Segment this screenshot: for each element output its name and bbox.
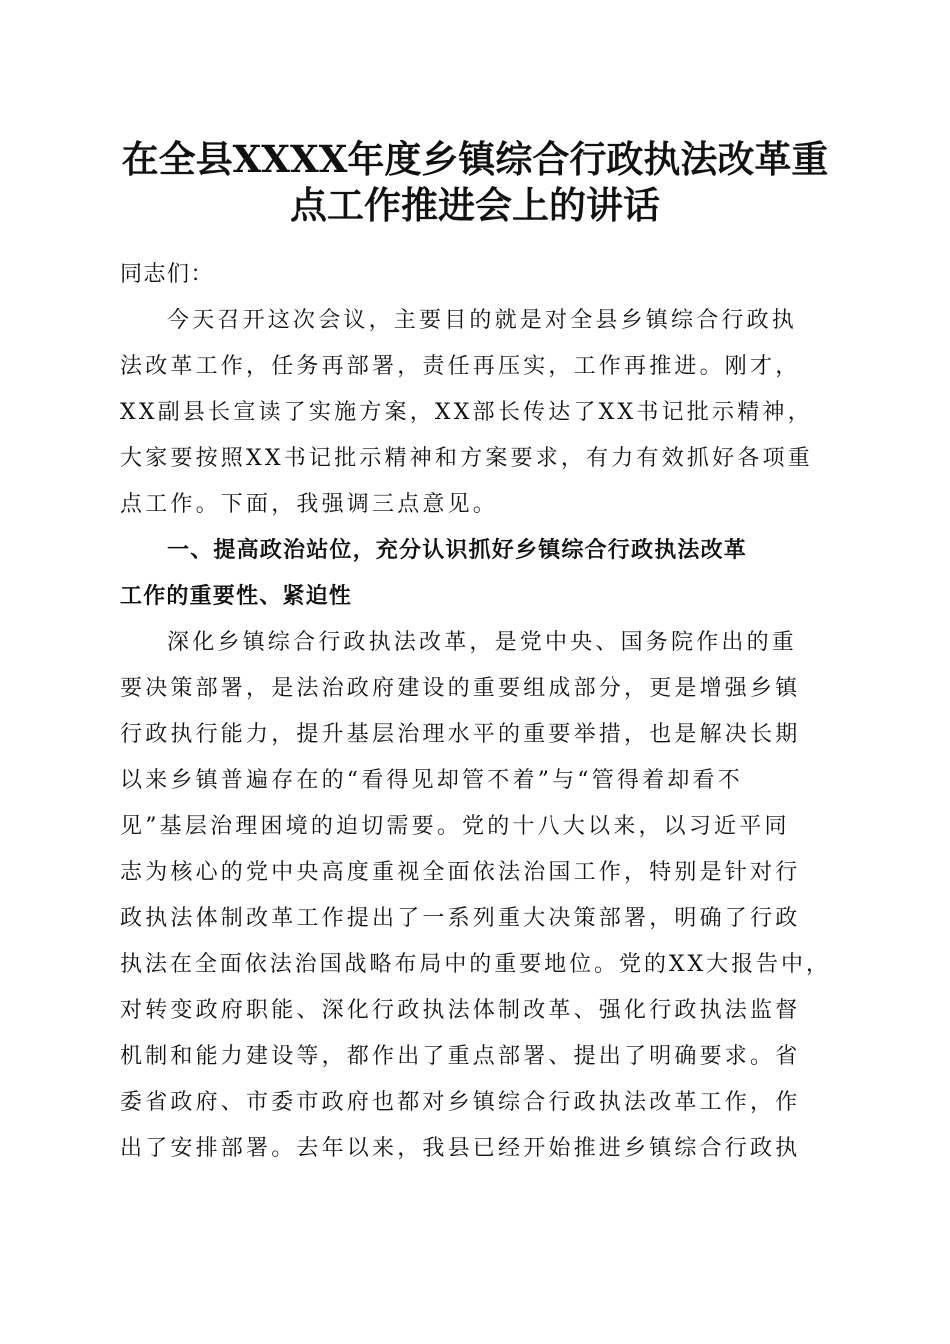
text-line: 委省政府、市委市政府也都对乡镇综合行政执法改革工作，作 [120, 1090, 801, 1115]
text-line: 执法在全面依法治国战略布局中的重要地位。党的XX大报告中， [120, 952, 831, 977]
text-line: 见”基层治理困境的迫切需要。党的十八大以来，以习近平同 [120, 814, 790, 839]
text-line: 以来乡镇普遍存在的“看得见却管不着”与“管得着却看不 [120, 768, 743, 793]
text-line: 志为核心的党中央高度重视全面依法治国工作，特别是针对行 [120, 860, 801, 885]
document-body [120, 252, 834, 1172]
text-line: 法改革工作，任务再部署，责任再压实，工作再推进。刚才， [120, 354, 801, 379]
section-heading-1 [120, 528, 834, 620]
text-line: 出了安排部署。去年以来，我县已经开始推进乡镇综合行政执 [120, 1136, 801, 1161]
text-line: 大家要按照XX书记批示精神和方案要求，有力有效抓好各项重 [120, 446, 813, 471]
paragraph-opening [120, 298, 834, 528]
text-line: 深化乡镇综合行政执法改革，是党中央、国务院作出的重 [167, 630, 798, 655]
heading-line: 工作的重要性、紧迫性 [120, 584, 353, 609]
text-line: 今天召开这次会议，主要目的就是对全县乡镇综合行政执 [167, 308, 798, 333]
text-line: 点工作。下面，我强调三点意见。 [120, 492, 499, 517]
salutation: 同志们： [120, 262, 215, 287]
text-line: 对转变政府职能、深化行政执法体制改革、强化行政执法监督 [120, 998, 801, 1023]
text-line: 政执法体制改革工作提出了一系列重大决策部署，明确了行政 [120, 906, 801, 931]
text-line: 行政执行能力，提升基层治理水平的重要举措，也是解决长期 [120, 722, 801, 747]
paragraph-section-1 [120, 620, 834, 1172]
text-line: XX副县长宣读了实施方案，XX部长传达了XX书记批示精神， [120, 400, 813, 425]
document-title [100, 136, 850, 228]
title-line: 在全县XXXX年度乡镇综合行政执法改革重 [121, 137, 829, 181]
heading-line: 一、提高政治站位，充分认识抓好乡镇综合行政执法改革 [167, 538, 748, 563]
text-line: 机制和能力建设等，都作出了重点部署、提出了明确要求。省 [120, 1044, 801, 1069]
title-line: 点工作推进会上的讲话 [290, 183, 660, 227]
text-line: 要决策部署，是法治政府建设的重要组成部分，更是增强乡镇 [120, 676, 801, 701]
